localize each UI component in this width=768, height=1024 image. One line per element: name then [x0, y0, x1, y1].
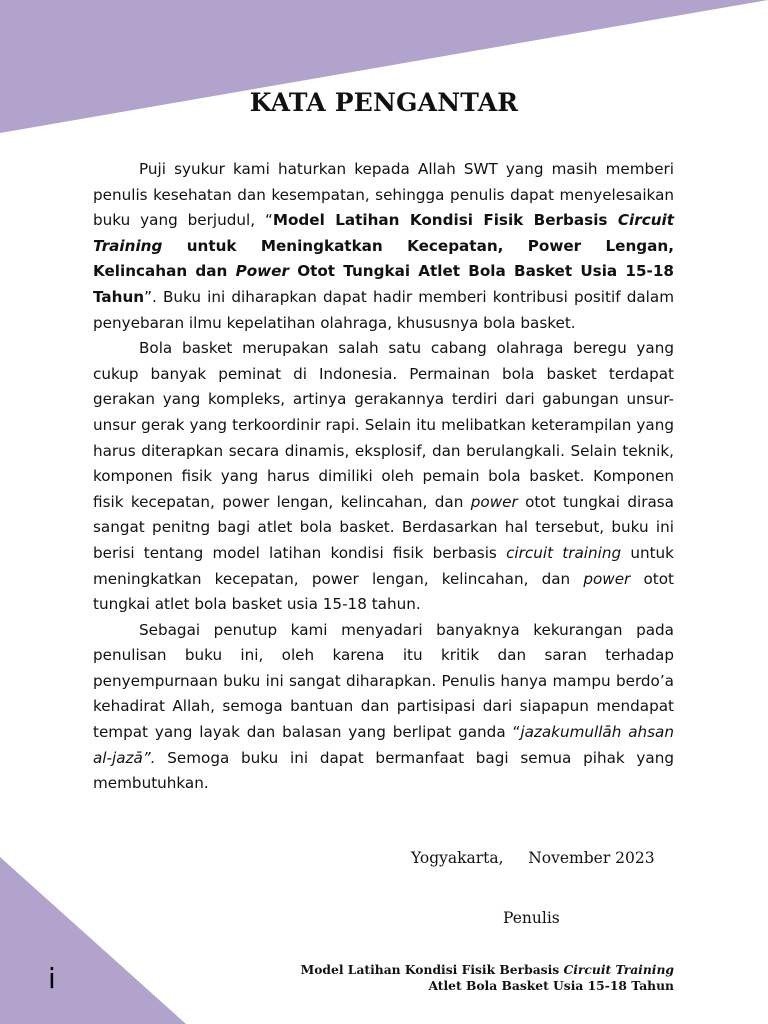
paragraph-2: [93, 336, 674, 618]
footer-title-prefix: Model Latihan Kondisi Fisik Berbasis: [300, 962, 564, 977]
text-run: power: [470, 492, 518, 511]
text-run: untuk Meningkatkan Kecepatan, Power Lengan, Kelincahan dan: [93, 236, 674, 281]
text-run: untuk meningkatkan kecepatan, power lengan, kelincahan, dan: [93, 543, 674, 588]
text-run: Sebagai penutup kami menyadari banyaknya kekurangan pada penulisan buku ini, oleh karena itu kritik dan saran terhadap penyempurnaan buku ini sangat diharapkan. Penulis hanya mampu berdo’a kehadirat Allah, semoga bantuan dan partisipasi dari siapapun mendapat tempat yang layak dan balasan yang berlipat ganda “: [93, 620, 674, 742]
footer-line-1: [301, 962, 674, 978]
text-run: Otot Tungkai Atlet Bola Basket Usia 15-18 Tahun: [93, 262, 674, 306]
paragraph-1: [93, 157, 674, 336]
page-number: i: [48, 962, 56, 995]
text-run: otot tungkai dirasa sangat penitng bagi atlet bola basket. Berdasarkan hal tersebut, buku ini berisi tentang model latihan kondisi fisik berbasis: [93, 492, 674, 562]
text-run: jazakumullāh ahsan al-jazā”.: [93, 723, 674, 767]
preface-body: [93, 157, 674, 797]
text-run: ”. Buku ini diharapkan dapat hadir memberi kontribusi positif dalam penyebaran ilmu kepelatihan olahraga, khususnya bola basket.: [93, 287, 674, 332]
paragraph-3: [93, 618, 674, 797]
text-run: Model Latihan Kondisi Fisik Berbasis: [272, 211, 618, 230]
text-run: power: [583, 569, 631, 588]
text-run: Bola basket merupakan salah satu cabang olahraga beregu yang cukup banyak peminat di Indonesia. Permainan bola basket terdapat gerakan yang kompleks, artinya gerakannya terdiri dari gabungan unsur-unsur gerak yang terkoordinir rapi. Selain itu melibatkan keterampilan yang harus diterapkan secara dinamis, eksplosif, dan berulangkali. Selain teknik, komponen fisik yang harus dimiliki oleh pemain bola basket. Komponen fisik kecepatan, power lengan, kelincahan, dan: [93, 339, 674, 511]
running-footer: [301, 962, 674, 994]
text-run: Power: [235, 262, 289, 281]
text-run: Puji syukur kami haturkan kepada Allah SWT yang masih memberi penulis kesehatan dan kesempatan, sehingga penulis dapat menyelesaikan buku yang berjudul, “: [93, 160, 674, 230]
footer-title-italic: Circuit Training: [563, 962, 674, 977]
text-run: otot tungkai atlet bola basket usia 15-18 tahun.: [93, 569, 674, 614]
bottom-corner-band: [0, 857, 186, 1024]
page-title: KATA PENGANTAR: [249, 88, 519, 117]
text-run: circuit training: [506, 543, 622, 562]
signer-label: Penulis: [503, 909, 560, 927]
footer-line-2: Atlet Bola Basket Usia 15-18 Tahun: [428, 978, 674, 993]
text-run: Semoga buku ini dapat bermanfaat bagi semua pihak yang membutuhkan.: [93, 748, 674, 793]
text-run: Circuit Training: [93, 211, 674, 255]
place-and-date: Yogyakarta, November 2023: [411, 849, 655, 867]
